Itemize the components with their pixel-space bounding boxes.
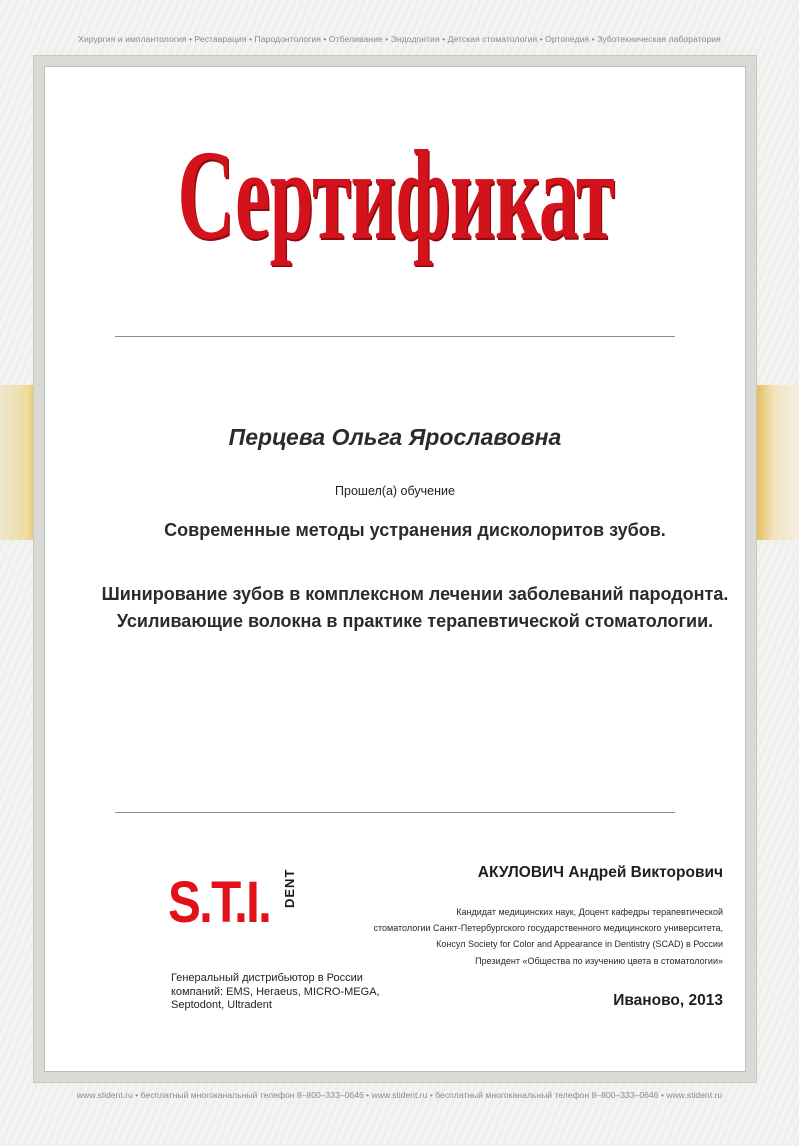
bottom-divider bbox=[115, 812, 675, 813]
distributor-line-3: Septodont, Ultradent bbox=[171, 999, 272, 1012]
course-title-1: Современные методы устранения дисколоритов зубов. bbox=[164, 520, 666, 540]
signer-name: АКУЛОВИЧ Андрей Викторович bbox=[477, 864, 723, 881]
footer-contact-strip: www.stident.ru • бесплатный многоканальный телефон 8–800–333–0646 • www.stident.ru • бесплатный многоканальный телефон 8–800–333–0646 • www.stident.ru bbox=[76, 1090, 723, 1100]
top-divider bbox=[115, 336, 675, 337]
course-title-2: Шинирование зубов в комплексном лечении заболеваний пародонта. Усиливающие волокна в практике терапевтической стоматологии. bbox=[101, 584, 729, 631]
distributor-line-1: Генеральный дистрибьютор в России bbox=[171, 972, 363, 984]
distributor-note bbox=[171, 972, 401, 1013]
logo-main-text: S.T.I. bbox=[168, 870, 271, 935]
header-services-strip: Хирургия и имплантология • Реставрация • Пародонтология • Отбеливание • Эндодонтия • Детская стоматология • Ортопедия • Зуботехническая лаборатория bbox=[78, 34, 721, 44]
logo-sub-text: DENT bbox=[282, 868, 297, 908]
signer-credentials bbox=[300, 904, 723, 969]
credential-line-4: Президент «Общества по изучению цвета в стоматологии» bbox=[475, 955, 723, 966]
credential-line-1: Кандидат медицинских наук, Доцент кафедры терапевтической bbox=[456, 907, 723, 917]
certificate-title: Сертификат bbox=[177, 124, 615, 266]
completed-training-label: Прошел(а) обучение bbox=[335, 484, 455, 498]
sti-dent-logo bbox=[168, 870, 308, 940]
credential-line-3: Консул Society for Color and Appearance in Dentistry (SCAD) в России bbox=[436, 939, 723, 950]
place-and-date: Иваново, 2013 bbox=[613, 992, 723, 1009]
recipient-name: Перцева Ольга Ярославовна bbox=[228, 424, 562, 450]
distributor-line-2: компаний: EMS, Heraeus, MICRO-MEGA, bbox=[171, 985, 380, 998]
credential-line-2: стоматологии Санкт-Петербургского государственного медицинского университета, bbox=[373, 923, 723, 934]
